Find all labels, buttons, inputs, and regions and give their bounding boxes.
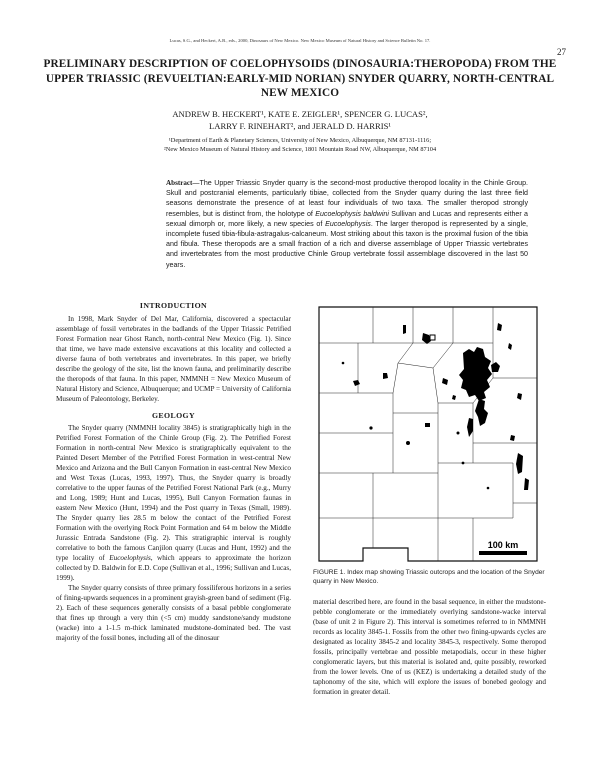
triassic-outcrops xyxy=(342,323,529,490)
geology-p1-text-a: The Snyder quarry (NMMNH locality 3845) is stratigraphically high in the Petrified Forest Formation of the Chinle Group (Fig. 2). The Petrified Forest Formation in north-central New Mexico is stratigraphically equivalent to the Painted Desert Member of the Petrified Forest Formation in west-central New Mexico and Arizona and the Bull Canyon Formation in east-central New Mexico and West Texas (Lucas, 1993, 1997). Thus, the Snyder quarry is broadly correlative to the upper faunas of the Petrified Forest National Park (e.g., Murry and Long, 1989; Hunt and Lucas, 1995), Bull Canyon Formation faunas in eastern New Mexico (Hunt, 1994) and the Post quarry in Texas (Small, 1989). The Snyder quarry lies 28.5 m below the contact of the Petrified Forest Formation with the overlying Rock Point Formation and 64 m below the Middle Jurassic Entrada Sandstone (Fig. 2). This stratigraphic interval is roughly correlative to both the famous Canjilon quarry (Lucas and Hunt, 1992) and the type locality of xyxy=(56,424,291,562)
running-head: Lucas, S.G., and Heckert, A.B., eds., 2000, Dinosaurs of New Mexico. New Mexico Museum of Natural History and Science Bulletin No. 17. xyxy=(169,38,431,43)
abstract xyxy=(166,178,528,270)
geology-paragraph-1 xyxy=(56,424,291,583)
paper-title: PRELIMINARY DESCRIPTION OF COELOPHYSOIDS (DINOSAURIA:THEROPODA) FROM THE UPPER TRIASSIC (REVUELTIAN:EARLY-MID NORIAN) SNYDER QUARRY, NORTH-CENTRAL NEW MEXICO xyxy=(43,58,557,99)
right-column xyxy=(313,598,546,698)
abstract-text-c: . The larger theropod is represented by a single, incomplete fused tibia-fibula-astragalus-calcaneum. Most striking about this taxon is the proximal fusion of the tibia and fibula. These theropods are a small fraction of a rich and diverse assemblage of Upper Triassic vertebrates and invertebrates from the most productive Chinle Group vertebrate fossil assemblage discovered in the last 50 years. xyxy=(166,219,528,269)
affiliation-1: ¹Department of Earth & Planetary Sciences, University of New Mexico, Albuquerque, NM 87131-1116; xyxy=(168,137,432,144)
affiliation-2: ²New Mexico Museum of Natural History and Science, 1801 Mountain Road NW, Albuquerque, NM 87104 xyxy=(163,145,437,153)
new-mexico-map xyxy=(313,303,546,564)
geology-continuation: material described here, are found in the basal sequence, in either the mudstone-pebble conglomerate or the immediately overlying sandstone-wacke interval (base of unit 2 in Figure 2). This interval is sometimes referred to in NMMNH records as locality 3845-1. Fossils from the other two fining-upwards cycles are designated as locality 3845-2 and locality 3845-3, respectively. Some theropod fossils, principally vertebrae and possible metapodials, occur in these higher conglomeratic layers, but this material is isolated and, quite possibly, reworked from the lower levels. One of us (KEZ) is undertaking a detailed study of the taphonomy of the site, which will explore the issues of bonebed geology and formation in greater detail. xyxy=(313,598,546,696)
authors-line-1: ANDREW B. HECKERT¹, KATE E. ZEIGLER¹, SPENCER G. LUCAS², xyxy=(172,109,428,119)
abstract-label: Abstract xyxy=(166,179,193,187)
geology-paragraph-2: The Snyder quarry consists of three primary fossiliferous horizons in a series of fining-upwards sequences in a prominent grayish-green band of sediment (Fig. 2). Each of these sequences generally consists of a basal pebble conglomerate that fines up through a very thin (<5 cm) muddy sandstone/sandy mudstone (wacke) into a 1-1.5 m-thick laminated mudstone-dominated bed. The vast majority of the fossil bones, including all of the dinosaur xyxy=(56,583,291,642)
state-outline xyxy=(319,307,537,561)
abstract-text-a: —The Upper Triassic Snyder quarry is the second-most productive theropod locality in the Chinle Group. Skull and postcranial elements, particularly tibiae, collected from the Snyder quarry during the last three field seasons demonstrate the presence of at least four individuals of two taxa. The smaller theropod strongly resembles, but is distinct from, the holotype of xyxy=(166,179,528,218)
index-map-figure xyxy=(313,303,546,564)
left-column xyxy=(56,301,291,643)
page-number: 27 xyxy=(557,47,566,57)
county-boundaries xyxy=(319,307,537,561)
snyder-quarry-marker xyxy=(430,335,435,340)
geology-p1-taxon: Eucoelophysis xyxy=(109,553,151,562)
abstract-taxon-1: Eucoelophysis baldwini xyxy=(315,209,389,218)
affiliations xyxy=(60,137,540,155)
geology-p1-text-b: , which appears to approximate the horizon collected by D. Baldwin for E.D. Cope (Sullivan et al., 1996; Sullivan and Lucas, 1999). xyxy=(56,553,291,582)
introduction-heading: INTRODUCTION xyxy=(139,301,208,310)
scale-bar xyxy=(479,540,527,555)
abstract-text-b: Sullivan and Lucas and represents either a sexual dimorph or, more likely, a new species of xyxy=(166,209,528,228)
introduction-paragraph: In 1998, Mark Snyder of Del Mar, California, discovered a spectacular assemblage of fossil vertebrates in the badlands of the Upper Triassic Petrified Forest Formation near Ghost Ranch, north-central New Mexico (Fig. 1). Since that time, we have made extensive excavations at this locality and collected a diverse fauna of both vertebrates and invertebrates. In this paper, we briefly describe the geology of the site, list the known fauna, and preliminarily describe the theropods of that fauna. In this paper, NMMNH = New Mexico Museum of Natural History and Science, Albuquerque; and UCMP = University of California Museum of Paleontology, Berkeley. xyxy=(56,314,291,403)
author-list xyxy=(60,109,540,132)
authors-line-2: LARRY F. RINEHART², and JERALD D. HARRIS¹ xyxy=(209,120,391,131)
abstract-taxon-2: Eucoelophysis xyxy=(325,219,371,228)
figure-caption: FIGURE 1. Index map showing Triassic outcrops and the location of the Snyder quarry in New Mexico. xyxy=(313,569,545,585)
scale-bar-label: 100 km xyxy=(487,540,519,550)
geology-heading: GEOLOGY xyxy=(151,410,196,420)
